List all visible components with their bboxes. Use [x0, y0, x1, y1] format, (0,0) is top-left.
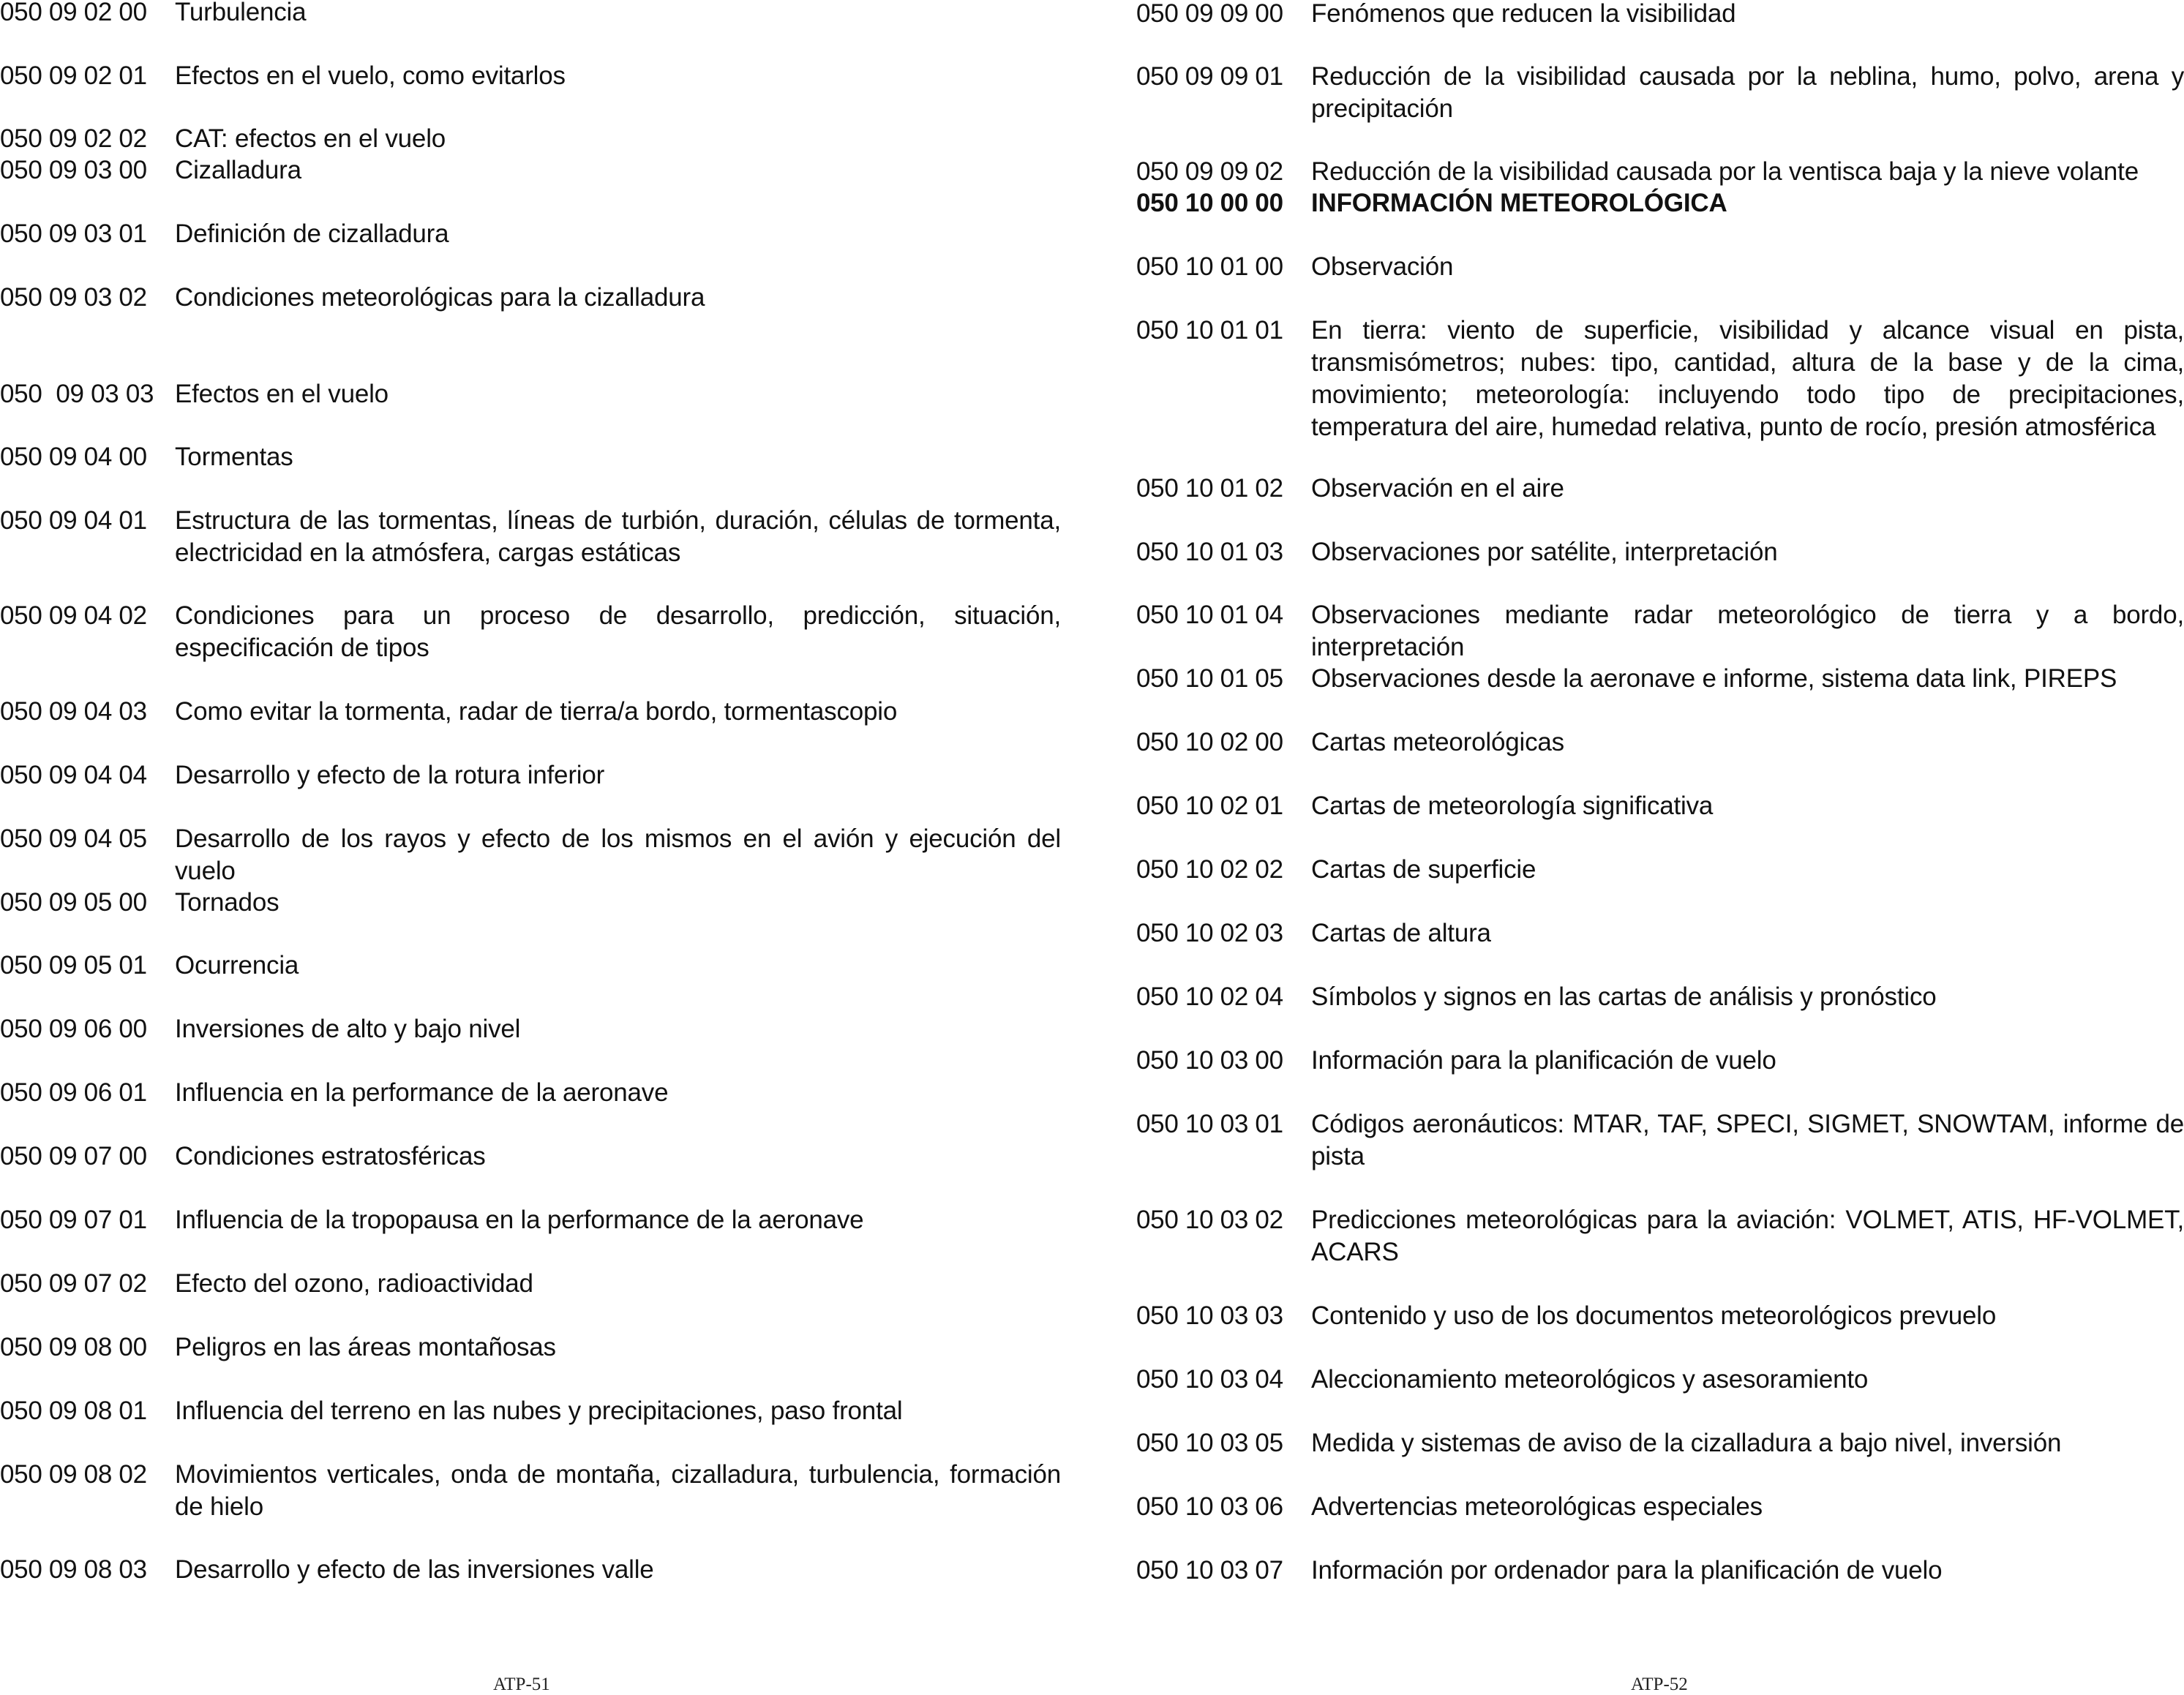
item-code: 050 09 03 03 — [0, 380, 154, 408]
item-code: 050 09 04 05 — [0, 824, 147, 853]
item-code: 050 10 03 05 — [1136, 1429, 1283, 1457]
item-code: 050 10 03 03 — [1136, 1301, 1283, 1330]
list-item — [1136, 156, 2184, 188]
list-item — [0, 0, 1061, 29]
list-item — [0, 823, 1061, 887]
list-item — [1136, 726, 2184, 759]
list-item — [0, 600, 1061, 664]
item-code: 050 10 02 01 — [1136, 792, 1283, 820]
list-item — [1136, 790, 2184, 822]
item-code: 050 09 07 01 — [0, 1206, 147, 1234]
item-text: Medida y sistemas de aviso de la cizalladura a bajo nivel, inversión — [1311, 1429, 2062, 1457]
list-item — [0, 950, 1061, 982]
item-code: 050 10 01 04 — [1136, 601, 1283, 629]
list-item — [0, 60, 1061, 92]
item-code: 050 09 08 02 — [0, 1460, 147, 1489]
list-item — [1136, 315, 2184, 443]
item-text: INFORMACIÓN METEOROLÓGICA — [1311, 189, 1727, 217]
list-item — [0, 1013, 1061, 1045]
item-code: 050 09 03 00 — [0, 156, 147, 184]
list-item — [1136, 917, 2184, 950]
list-item — [1136, 1491, 2184, 1523]
item-text: Tormentas — [175, 443, 293, 471]
list-item — [0, 154, 1061, 187]
item-text: Estructura de las tormentas, líneas de turbión, duración, células de tormenta, electricidad en la atmósfera, cargas estáticas — [175, 506, 1061, 567]
item-text: Reducción de la visibilidad causada por la ventisca baja y la nieve volante — [1311, 157, 2139, 186]
item-code: 050 10 02 04 — [1136, 982, 1283, 1011]
item-code: 050 09 07 02 — [0, 1269, 147, 1298]
list-item — [1136, 981, 2184, 1013]
section-heading — [1136, 187, 2184, 219]
item-text: Reducción de la visibilidad causada por la neblina, humo, polvo, arena y precipitación — [1311, 62, 2184, 123]
item-code: 050 09 06 01 — [0, 1078, 147, 1107]
item-text: Información para la planificación de vuelo — [1311, 1046, 1776, 1075]
list-item — [1136, 61, 2184, 125]
item-text: Contenido y uso de los documentos meteorológicos prevuelo — [1311, 1301, 1997, 1330]
item-code: 050 09 06 00 — [0, 1015, 147, 1043]
item-code: 050 10 01 05 — [1136, 664, 1283, 693]
right-page — [1136, 0, 2184, 1694]
list-item — [0, 1268, 1061, 1300]
item-text: Inversiones de alto y bajo nivel — [175, 1015, 521, 1043]
list-item — [1136, 1555, 2184, 1587]
list-item — [0, 1140, 1061, 1173]
item-code: 050 10 03 00 — [1136, 1046, 1283, 1075]
item-text: Condiciones para un proceso de desarrollo, predicción, situación, especificación de tipos — [175, 601, 1061, 662]
list-item — [0, 123, 1061, 155]
item-text: Cizalladura — [175, 156, 301, 184]
item-code: 050 09 05 00 — [0, 888, 147, 917]
item-code: 050 09 08 00 — [0, 1333, 147, 1361]
item-code: 050 10 03 07 — [1136, 1556, 1283, 1585]
item-code: 050 10 03 06 — [1136, 1492, 1283, 1521]
item-code: 050 10 03 01 — [1136, 1110, 1283, 1138]
item-code: 050 09 02 01 — [0, 61, 147, 90]
item-code: 050 10 01 00 — [1136, 252, 1283, 281]
list-item — [1136, 1204, 2184, 1269]
item-text: Cartas de altura — [1311, 919, 1491, 947]
item-code: 050 09 02 00 — [0, 0, 147, 26]
item-code: 050 09 08 01 — [0, 1397, 147, 1425]
item-text: Definición de cizalladura — [175, 219, 449, 248]
item-code: 050 10 01 02 — [1136, 474, 1283, 503]
list-item — [1136, 251, 2184, 283]
list-item — [1136, 599, 2184, 664]
list-item — [1136, 1300, 2184, 1332]
list-item — [0, 1077, 1061, 1109]
list-item — [1136, 473, 2184, 505]
item-code: 050 10 03 02 — [1136, 1206, 1283, 1234]
item-text: En tierra: viento de superficie, visibilidad y alcance visual en pista, transmisómetros; nubes: tipo, cantidad, altura de la base y de la cima, movimiento; meteorología: incluyendo todo tipo de precipitaciones, temperatura del aire, humedad relativa, punto de rocío, presión atmosférica — [1311, 316, 2184, 441]
list-item — [0, 218, 1061, 250]
item-text: Influencia en la performance de la aeronave — [175, 1078, 669, 1107]
page-number-right: ATP-52 — [1631, 1675, 1688, 1694]
item-text: Observaciones mediante radar meteorológico de tierra y a bordo, interpretación — [1311, 601, 2184, 661]
item-text: Advertencias meteorológicas especiales — [1311, 1492, 1763, 1521]
item-text: Códigos aeronáuticos: MTAR, TAF, SPECI, SIGMET, SNOWTAM, informe de pista — [1311, 1110, 2184, 1170]
item-text: Turbulencia — [175, 0, 307, 26]
item-text: Aleccionamiento meteorológicos y asesoramiento — [1311, 1365, 1869, 1394]
item-text: Cartas de meteorología significativa — [1311, 792, 1714, 820]
item-code: 050 09 03 01 — [0, 219, 147, 248]
item-code: 050 09 04 01 — [0, 506, 147, 535]
item-text: Información por ordenador para la planificación de vuelo — [1311, 1556, 1943, 1585]
list-item — [0, 759, 1061, 792]
list-item — [1136, 663, 2184, 695]
item-code: 050 09 03 02 — [0, 283, 147, 312]
item-code: 050 09 02 02 — [0, 124, 147, 153]
item-code: 050 09 08 03 — [0, 1555, 147, 1584]
item-text: Efectos en el vuelo, como evitarlos — [175, 61, 566, 90]
list-item — [0, 441, 1061, 473]
item-code: 050 09 04 00 — [0, 443, 147, 471]
item-text: Como evitar la tormenta, radar de tierra/a bordo, tormentascopio — [175, 697, 898, 726]
list-item — [1136, 1427, 2184, 1459]
item-text: Efectos en el vuelo — [175, 380, 389, 408]
list-item — [0, 505, 1061, 569]
item-code: 050 09 04 02 — [0, 601, 147, 630]
item-text: Influencia de la tropopausa en la performance de la aeronave — [175, 1206, 864, 1234]
item-text: Desarrollo de los rayos y efecto de los mismos en el avión y ejecución del vuelo — [175, 824, 1061, 885]
item-code: 050 09 04 04 — [0, 761, 147, 789]
item-text: Condiciones meteorológicas para la cizalladura — [175, 283, 705, 312]
item-code: 050 10 02 03 — [1136, 919, 1283, 947]
item-text: Fenómenos que reducen la visibilidad — [1311, 0, 1736, 28]
item-code: 050 09 09 02 — [1136, 157, 1283, 186]
item-code: 050 09 07 00 — [0, 1142, 147, 1170]
item-code: 050 09 09 01 — [1136, 62, 1283, 91]
item-text: Cartas meteorológicas — [1311, 728, 1564, 756]
item-code: 050 09 04 03 — [0, 697, 147, 726]
list-item — [0, 1331, 1061, 1364]
item-code: 050 10 02 02 — [1136, 855, 1283, 884]
item-text: Observaciones desde la aeronave e informe, sistema data link, PIREPS — [1311, 664, 2117, 693]
list-item — [1136, 1108, 2184, 1173]
item-code: 050 10 03 04 — [1136, 1365, 1283, 1394]
item-text: Cartas de superficie — [1311, 855, 1536, 884]
list-item — [0, 887, 1061, 919]
item-text: Observación — [1311, 252, 1454, 281]
item-text: Símbolos y signos en las cartas de análisis y pronóstico — [1311, 982, 1937, 1011]
page-number-left: ATP-51 — [493, 1675, 550, 1694]
item-text: Observación en el aire — [1311, 474, 1564, 503]
list-item — [1136, 0, 2184, 30]
item-code: 050 09 09 00 — [1136, 0, 1283, 28]
item-text: Desarrollo y efecto de la rotura inferior — [175, 761, 605, 789]
item-code: 050 10 02 00 — [1136, 728, 1283, 756]
item-code: 050 10 00 00 — [1136, 189, 1283, 217]
list-item — [0, 1554, 1061, 1586]
list-item — [0, 1459, 1061, 1523]
list-item — [0, 1395, 1061, 1427]
item-code: 050 09 05 01 — [0, 951, 147, 980]
list-item — [0, 1204, 1061, 1236]
item-text: Predicciones meteorológicas para la aviación: VOLMET, ATIS, HF-VOLMET, ACARS — [1311, 1206, 2184, 1266]
list-item — [0, 282, 1061, 314]
item-text: Desarrollo y efecto de las inversiones valle — [175, 1555, 654, 1584]
item-code: 050 10 01 03 — [1136, 538, 1283, 566]
item-code: 050 10 01 01 — [1136, 316, 1283, 345]
left-page — [0, 0, 1061, 1694]
item-text: Observaciones por satélite, interpretación — [1311, 538, 1778, 566]
item-text: Ocurrencia — [175, 951, 299, 980]
item-text: Influencia del terreno en las nubes y precipitaciones, paso frontal — [175, 1397, 903, 1425]
list-item — [1136, 536, 2184, 568]
list-item — [1136, 854, 2184, 886]
item-text: CAT: efectos en el vuelo — [175, 124, 446, 153]
item-text: Peligros en las áreas montañosas — [175, 1333, 556, 1361]
item-text: Tornados — [175, 888, 279, 917]
list-item — [1136, 1045, 2184, 1077]
item-text: Efecto del ozono, radioactividad — [175, 1269, 533, 1298]
list-item — [1136, 1364, 2184, 1396]
item-text: Condiciones estratosféricas — [175, 1142, 486, 1170]
item-text: Movimientos verticales, onda de montaña, cizalladura, turbulencia, formación de hielo — [175, 1460, 1061, 1521]
list-item — [0, 696, 1061, 728]
list-item — [0, 378, 1061, 410]
